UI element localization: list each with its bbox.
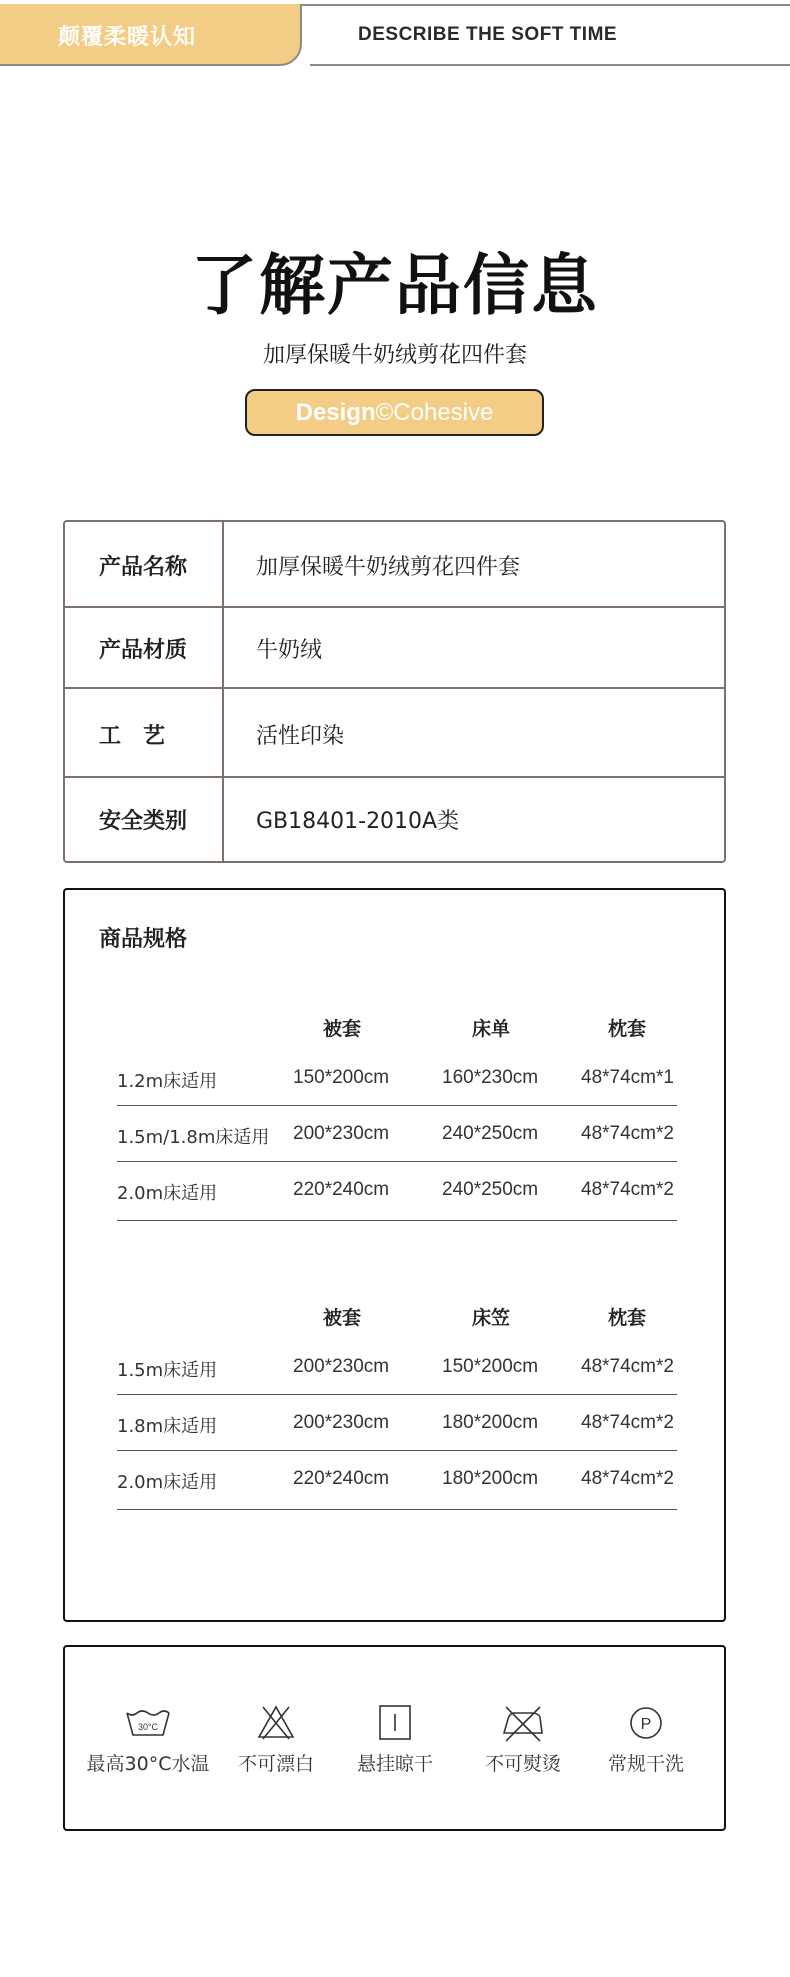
care-label: 悬挂晾干: [356, 1753, 433, 1775]
no-bleach-icon: [253, 1703, 299, 1743]
spec-cell: 180*200cm: [442, 1468, 539, 1489]
care-item: [453, 1703, 593, 1776]
spec-header: 床单: [471, 1018, 510, 1040]
spec-header: 被套: [322, 1018, 361, 1040]
header-tab-right-label: DESCRIBE THE SOFT TIME: [358, 24, 618, 45]
spec-cell: 1.5m/1.8m床适用: [117, 1127, 270, 1148]
info-key: 产品名称: [99, 555, 188, 580]
brand-badge: [245, 389, 544, 436]
info-row: [65, 608, 724, 689]
spec-cell: 150*200cm: [293, 1067, 390, 1088]
spec-header: 枕套: [607, 1307, 646, 1329]
care-item: [78, 1703, 218, 1776]
spec-cell: 240*250cm: [442, 1179, 539, 1200]
info-row: [65, 778, 724, 861]
dry-clean-icon: [623, 1703, 669, 1743]
info-value: 牛奶绒: [256, 638, 323, 663]
care-instructions: [63, 1645, 726, 1831]
info-key: 工 艺: [99, 724, 166, 749]
brand-badge-rest: ©Cohesive: [375, 399, 494, 426]
spec-cell: 48*74cm*1: [581, 1067, 674, 1088]
header-bar: [0, 4, 790, 66]
spec-row-divider: [117, 1394, 677, 1395]
spec-cell: 150*200cm: [442, 1356, 539, 1377]
info-row: [65, 689, 724, 778]
header-tab-left-label: 颠覆柔暖认知: [58, 25, 197, 50]
spec-row-divider: [117, 1450, 677, 1451]
spec-cell: 48*74cm*2: [581, 1179, 674, 1200]
spec-cell: 160*230cm: [442, 1067, 539, 1088]
spec-cell: 200*230cm: [293, 1412, 390, 1433]
spec-header: 被套: [322, 1307, 361, 1329]
spec-row-divider: [117, 1220, 677, 1221]
page-subtitle: 加厚保暖牛奶绒剪花四件套: [262, 343, 527, 368]
header-divider: [310, 64, 790, 66]
spec-cell: 200*230cm: [293, 1123, 390, 1144]
spec-cell: 200*230cm: [293, 1356, 390, 1377]
info-value: 加厚保暖牛奶绒剪花四件套: [256, 555, 521, 580]
wash-temp-text: 30°C: [137, 1722, 159, 1732]
spec-cell: 48*74cm*2: [581, 1468, 674, 1489]
care-item: [325, 1703, 465, 1776]
spec-cell: 2.0m床适用: [117, 1472, 218, 1493]
info-key: 产品材质: [99, 638, 188, 663]
spec-cell: 1.2m床适用: [117, 1071, 218, 1092]
product-info-table: [63, 520, 726, 863]
no-iron-icon: [500, 1703, 546, 1743]
spec-cell: 1.8m床适用: [117, 1416, 218, 1437]
spec-cell: 180*200cm: [442, 1412, 539, 1433]
dry-clean-text: P: [640, 1716, 652, 1733]
header-divider: [300, 4, 790, 6]
spec-section: [63, 888, 726, 1622]
spec-row-divider: [117, 1161, 677, 1162]
care-label: 不可熨烫: [484, 1753, 561, 1775]
info-value: 活性印染: [256, 724, 345, 749]
spec-cell: 1.5m床适用: [117, 1360, 218, 1381]
spec-row-divider: [117, 1105, 677, 1106]
spec-title: 商品规格: [99, 927, 188, 952]
care-label: 常规干洗: [607, 1753, 684, 1775]
info-key: 安全类别: [99, 809, 188, 834]
spec-row-divider: [117, 1509, 677, 1510]
spec-cell: 240*250cm: [442, 1123, 539, 1144]
spec-header: 床笠: [471, 1307, 510, 1329]
info-value: GB18401-2010A类: [256, 809, 460, 834]
care-label: 最高30°C水温: [86, 1753, 210, 1775]
spec-cell: 220*240cm: [293, 1468, 390, 1489]
hang-dry-icon: [372, 1703, 418, 1743]
spec-cell: 48*74cm*2: [581, 1123, 674, 1144]
header-tab-left: [0, 4, 302, 66]
brand-badge-bold: Design: [295, 399, 376, 426]
page-title: 了解产品信息: [191, 247, 599, 324]
spec-cell: 2.0m床适用: [117, 1183, 218, 1204]
wash-30-icon: [125, 1703, 171, 1743]
spec-header: 枕套: [607, 1018, 646, 1040]
care-item: [576, 1703, 716, 1776]
spec-cell: 220*240cm: [293, 1179, 390, 1200]
spec-cell: 48*74cm*2: [581, 1412, 674, 1433]
spec-cell: 48*74cm*2: [581, 1356, 674, 1377]
info-row: [65, 522, 724, 608]
care-label: 不可漂白: [237, 1753, 314, 1775]
